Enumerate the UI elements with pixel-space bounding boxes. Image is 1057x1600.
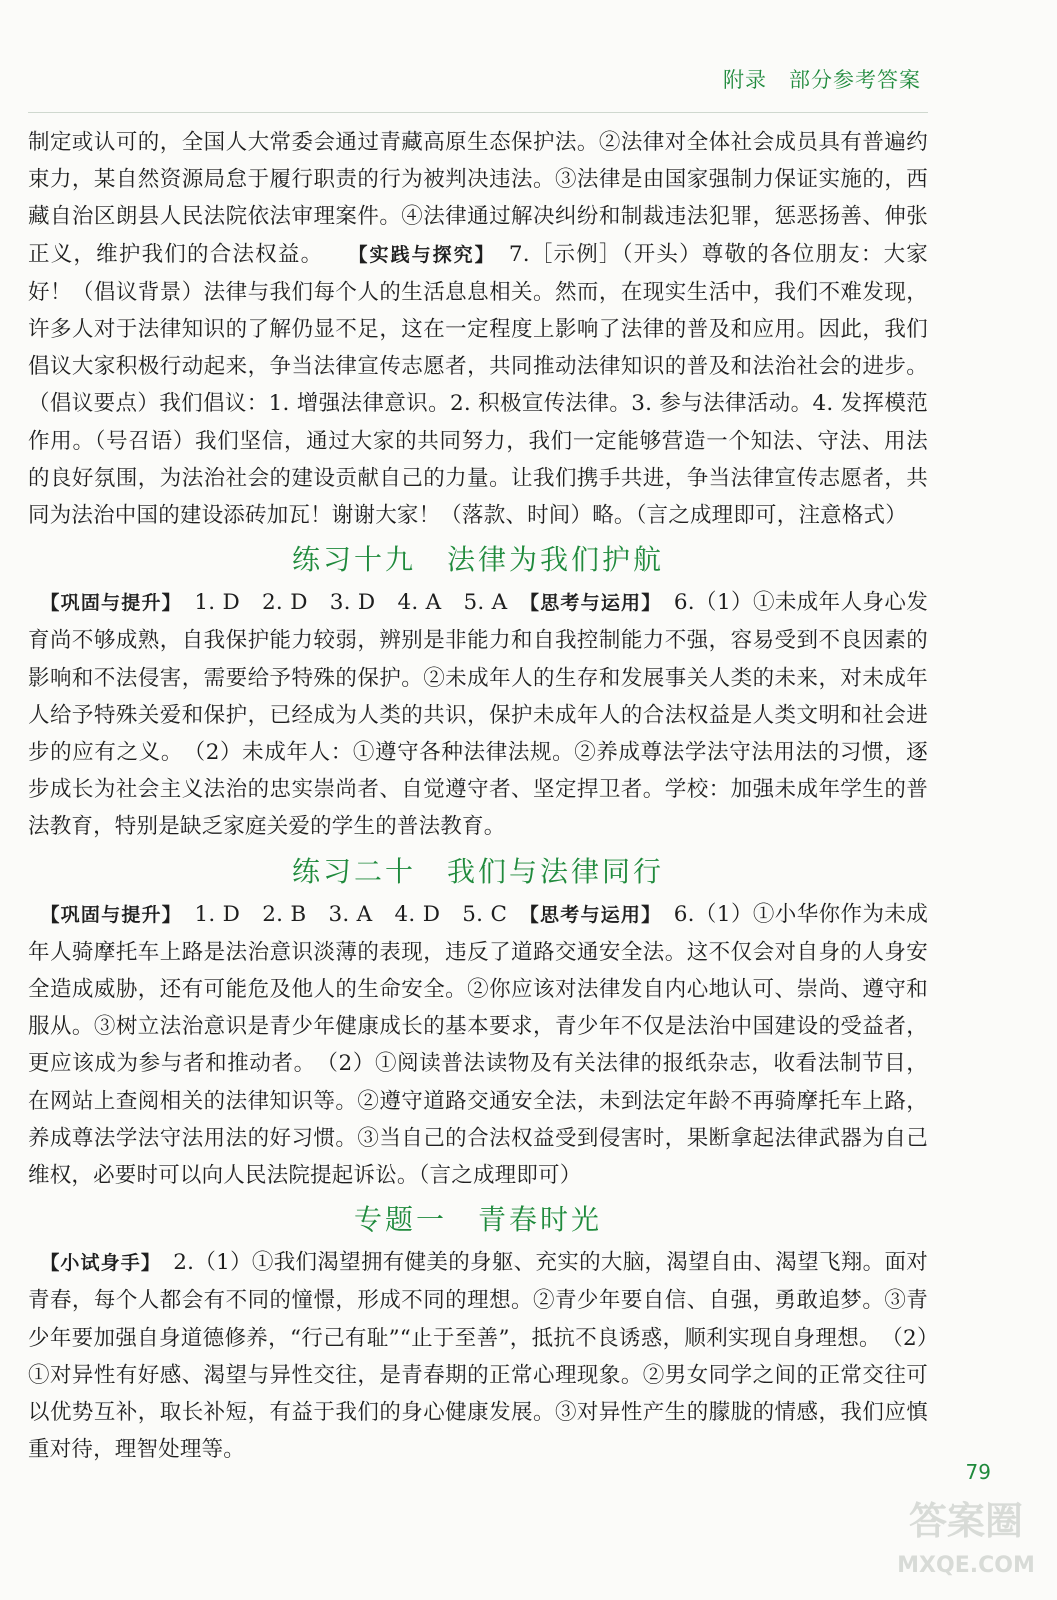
choice-answers: 1. D 2. B 3. A 4. D 5. C: [194, 901, 508, 927]
section-tag-consolidate: 【巩固与提升】: [49, 592, 173, 615]
answer-text: 6.（1）①小华你作为未成年人骑摩托车上路是法治意识淡薄的表现，违反了道路交通安全法。这不仅会对自身的人身安全造成威胁，还有可能危及他人的生命安全。②你应该对法律发自内心地认可、崇尚、遵守和服从。③树立法治意识是青少年健康成长的基本要求，青少年不仅是法治中国建设的受益者，更应该成为参与者和推动者。 （2）①阅读普法读物及有关法律的报纸杂志，收看法制节目，在网站上查阅相关的法律知识等。②遵守道路交通安全法，未到法定年龄不再骑摩托车上路，养成尊法学法守法用法的好习惯。③当自己的合法权益受到侵害时，果断拿起法律武器为自己维权，必要时可以向人民法院提起诉讼。（言之成理即可）: [28, 901, 929, 1189]
section-title-20: 练习二十 我们与法律同行: [291, 854, 664, 888]
section-tag-think: 【思考与运用】: [529, 592, 652, 615]
section-tag-practice: 【实践与探究】: [358, 243, 487, 266]
paragraph-text: 7.［示例］（开头）尊敬的各位朋友：大家好！（倡议背景）法律与我们每个人的生活息息相关。然而，在现实生活中，我们不难发现，许多人对于法律知识的了解仍显不足，这在一定程度上影响了法律的普及和应用。因此，我们倡议大家积极行动起来，争当法律宣传志愿者，共同推动法律知识的普及和法治社会的进步。（倡议要点）我们倡议：1. 增强法律意识。2. 积极宣传法律。3. 参与法律活动。4. 发挥模范作用。（号召语）我们坚信，通过大家的共同努力，我们一定能够营造一个知法、守法、用法的良好氛围，为法治社会的建设贡献自己的力量。让我们携手共进，争当法律宣传志愿者，共同为法治中国的建设添砖加瓦！谢谢大家！（落款、时间）略。（言之成理即可，注意格式）: [28, 241, 928, 529]
section-19-body: [28, 584, 928, 845]
topic-1-body: [28, 1244, 928, 1468]
section-title-19: 练习十九 法律为我们护航: [291, 543, 664, 577]
header-divider: [28, 112, 928, 113]
answer-text: 6.（1）①未成年人身心发育尚不够成熟，自我保护能力较弱，辨别是非能力和自我控制能力不强，容易受到不良因素的影响和不法侵害，需要给予特殊的保护。②未成年人的生存和发展事关人类的未来，对未成年人给予特殊关爱和保护，已经成为人类的共识，保护未成年人的合法权益是人类文明和社会进步的应有之义。 （2）未成年人：①遵守各种法律法规。②养成尊法学法守法用法的习惯，逐步成长为社会主义法治的忠实崇尚者、自觉遵守者、坚定捍卫者。学校：加强未成年学生的普法教育，特别是缺乏家庭关爱的学生的普法教育。: [28, 590, 929, 840]
choice-answers: 1. D 2. D 3. D 4. A 5. A: [194, 590, 508, 616]
section-tag-consolidate: 【巩固与提升】: [49, 903, 173, 926]
section-tag-think: 【思考与运用】: [529, 903, 652, 926]
watermark-url: MXQE.COM: [897, 1553, 1035, 1578]
running-header: 附录 部分参考答案: [723, 68, 921, 92]
section-title-topic-1: 专题一 青春时光: [353, 1203, 602, 1237]
section-20-body: [28, 896, 928, 1195]
section-tag-try: 【小试身手】: [49, 1252, 152, 1275]
page-content: [28, 124, 928, 1469]
watermark-text: 答案圈: [908, 1499, 1024, 1543]
paragraph-text: 制定或认可的，全国人大常委会通过青藏高原生态保护法。②法律对全体社会成员具有普遍约束力，某自然资源局怠于履行职责的行为被判决违法。③法律是由国家强制力保证实施的，西藏自治区朗县人民法院依法审理案件。④法律通过解决纠纷和制裁违法犯罪，惩恶扬善、伸张正义，维护我们的合法权益。: [28, 130, 928, 267]
page-number: 79: [965, 1460, 991, 1484]
answer-text: 2.（1）①我们渴望拥有健美的身躯、充实的大脑，渴望自由、渴望飞翔。面对青春，每个人都会有不同的憧憬，形成不同的理想。②青少年要自信、自强，勇敢追梦。③青少年要加强自身道德修养，“行己有耻”“止于至善”，抵抗不良诱惑，顺利实现自身理想。 （2）①对异性有好感、渴望与异性交往，是青春期的正常心理现象。②男女同学之间的正常交往可以优势互补，取长补短，有益于我们的身心健康发展。③对异性产生的朦胧的情感，我们应慎重对待，理智处理等。: [28, 1250, 928, 1463]
watermark-logo: [891, 1482, 1041, 1586]
paragraph-continued: [28, 124, 928, 534]
